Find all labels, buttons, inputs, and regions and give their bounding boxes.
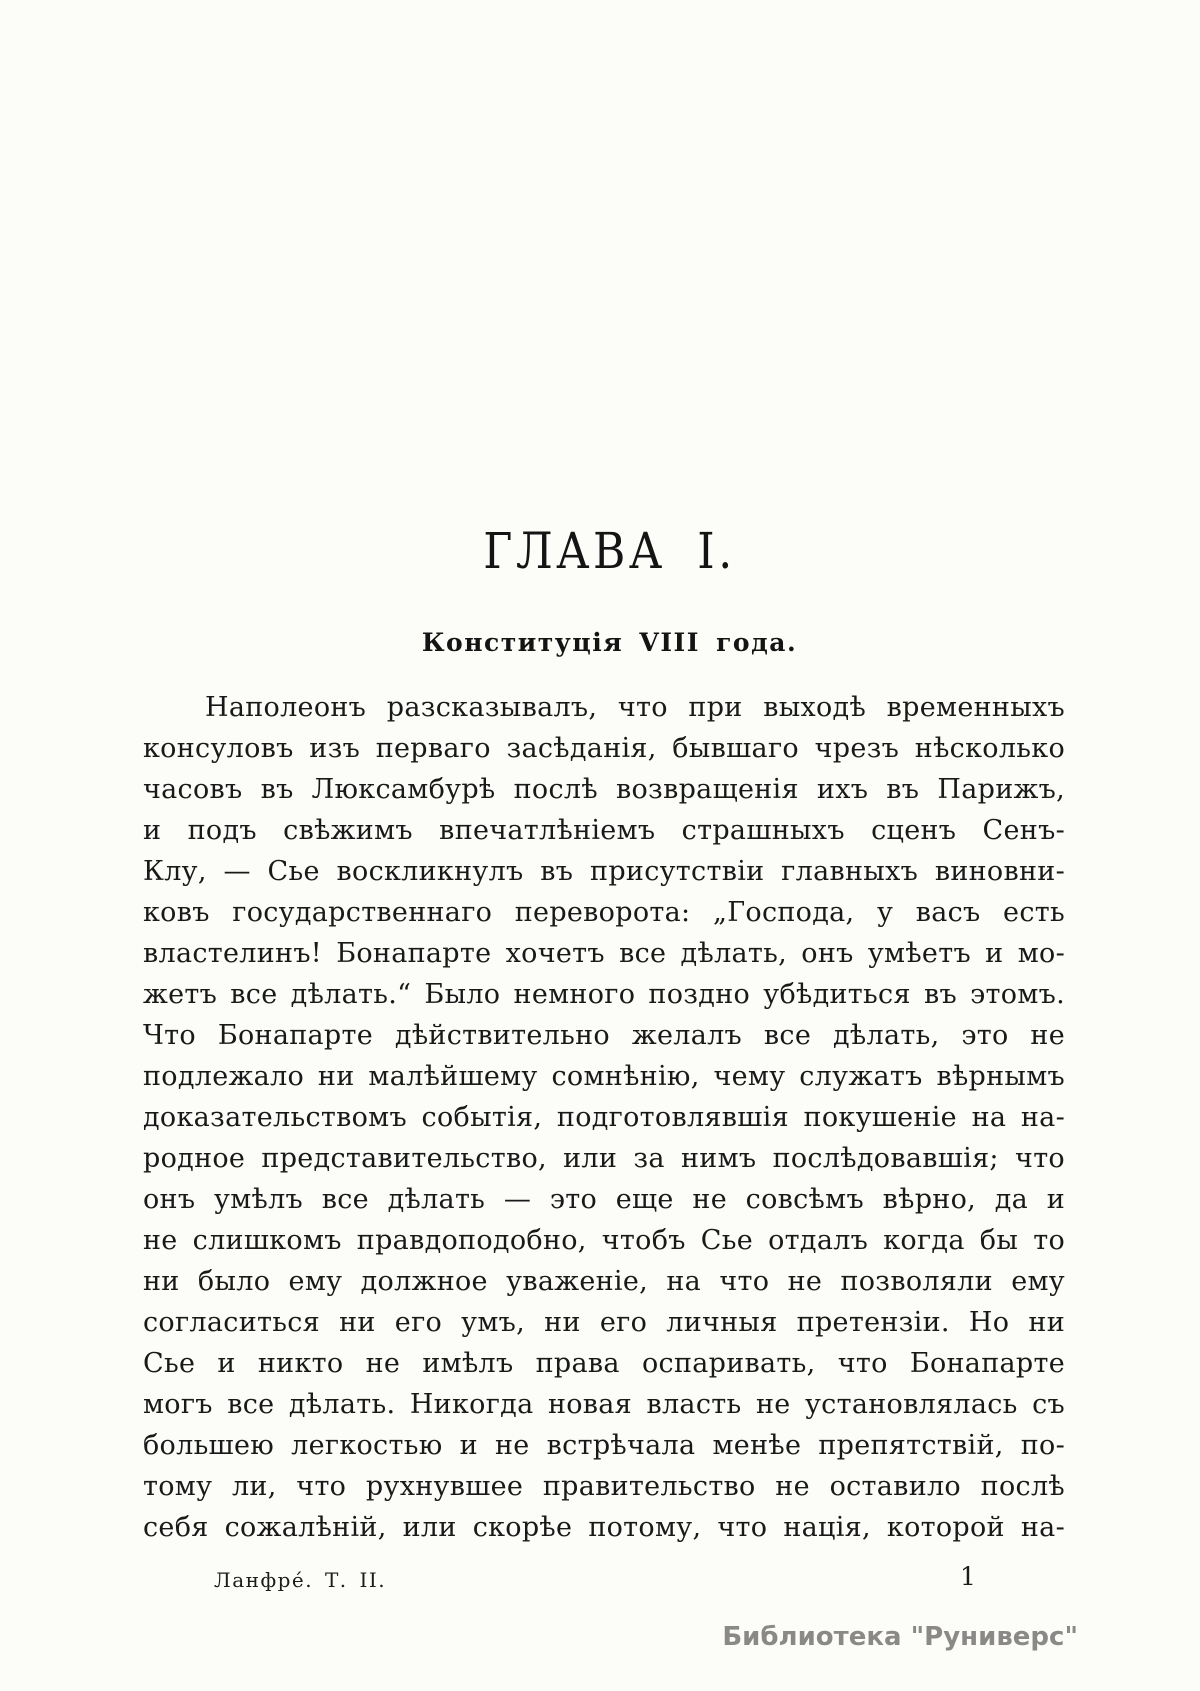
footer-volume-signature: Ланфре́. Т. II. [214,1568,387,1592]
text-line: властелинъ! Бонапарте хочетъ все дѣлать, онъ умѣетъ и мо- [143,938,1065,969]
text-line: Наполеонъ разсказывалъ, что при выходѣ временныхъ [205,692,1065,723]
text-line: доказательствомъ событія, подготовлявшія покушеніе на на- [143,1102,1065,1133]
paragraph-block [143,687,1065,1548]
text-line: и подъ свѣжимъ впечатлѣніемъ страшныхъ сценъ Сенъ- [143,815,1065,846]
library-watermark: Библиотека "Руниверс" [722,1622,1078,1652]
text-line: Сье и никто не имѣлъ права оспаривать, что Бонапарте [143,1348,1065,1379]
text-line: Клу, — Сье воскликнулъ въ присутствіи главныхъ виновни- [143,856,1065,887]
section-subtitle: Конституція VIII года. [421,628,798,657]
text-line: могъ все дѣлать. Никогда новая власть не установлялась съ [143,1389,1065,1420]
text-line: консуловъ изъ перваго засѣданія, бывшаго чрезъ нѣсколько [143,733,1065,764]
text-line: тому ли, что рухнувшее правительство не оставило послѣ [143,1471,1065,1502]
text-line: онъ умѣлъ все дѣлать — это еще не совсѣмъ вѣрно, да и [143,1184,1065,1215]
page-number: 1 [960,1562,976,1591]
text-line: часовъ въ Люксамбурѣ послѣ возвращенія ихъ въ Парижъ, [143,774,1065,805]
text-line: жетъ все дѣлать.“ Было немного поздно убѣдиться въ этомъ. [143,979,1065,1010]
text-line: большею легкостью и не встрѣчала менѣе препятствій, по- [143,1430,1065,1461]
text-line: не слишкомъ правдоподобно, чтобъ Сье отдалъ когда бы то [143,1225,1065,1256]
text-line: родное представительство, или за нимъ послѣдовавшія; что [143,1143,1065,1174]
text-line: подлежало ни малѣйшему сомнѣнію, чему служатъ вѣрнымъ [143,1061,1065,1092]
text-line: Что Бонапарте дѣйствительно желалъ все дѣлать, это не [143,1020,1065,1051]
text-line: ни было ему должное уваженіе, на что не позволяли ему [143,1266,1065,1297]
text-line: ковъ государственнаго переворота: „Господа, у васъ есть [143,897,1065,928]
chapter-title: ГЛАВА I. [483,522,736,580]
text-line: согласиться ни его умъ, ни его личныя претензіи. Но ни [143,1307,1065,1338]
text-line: себя сожалѣній, или скорѣе потому, что нація, которой на- [143,1512,1065,1543]
